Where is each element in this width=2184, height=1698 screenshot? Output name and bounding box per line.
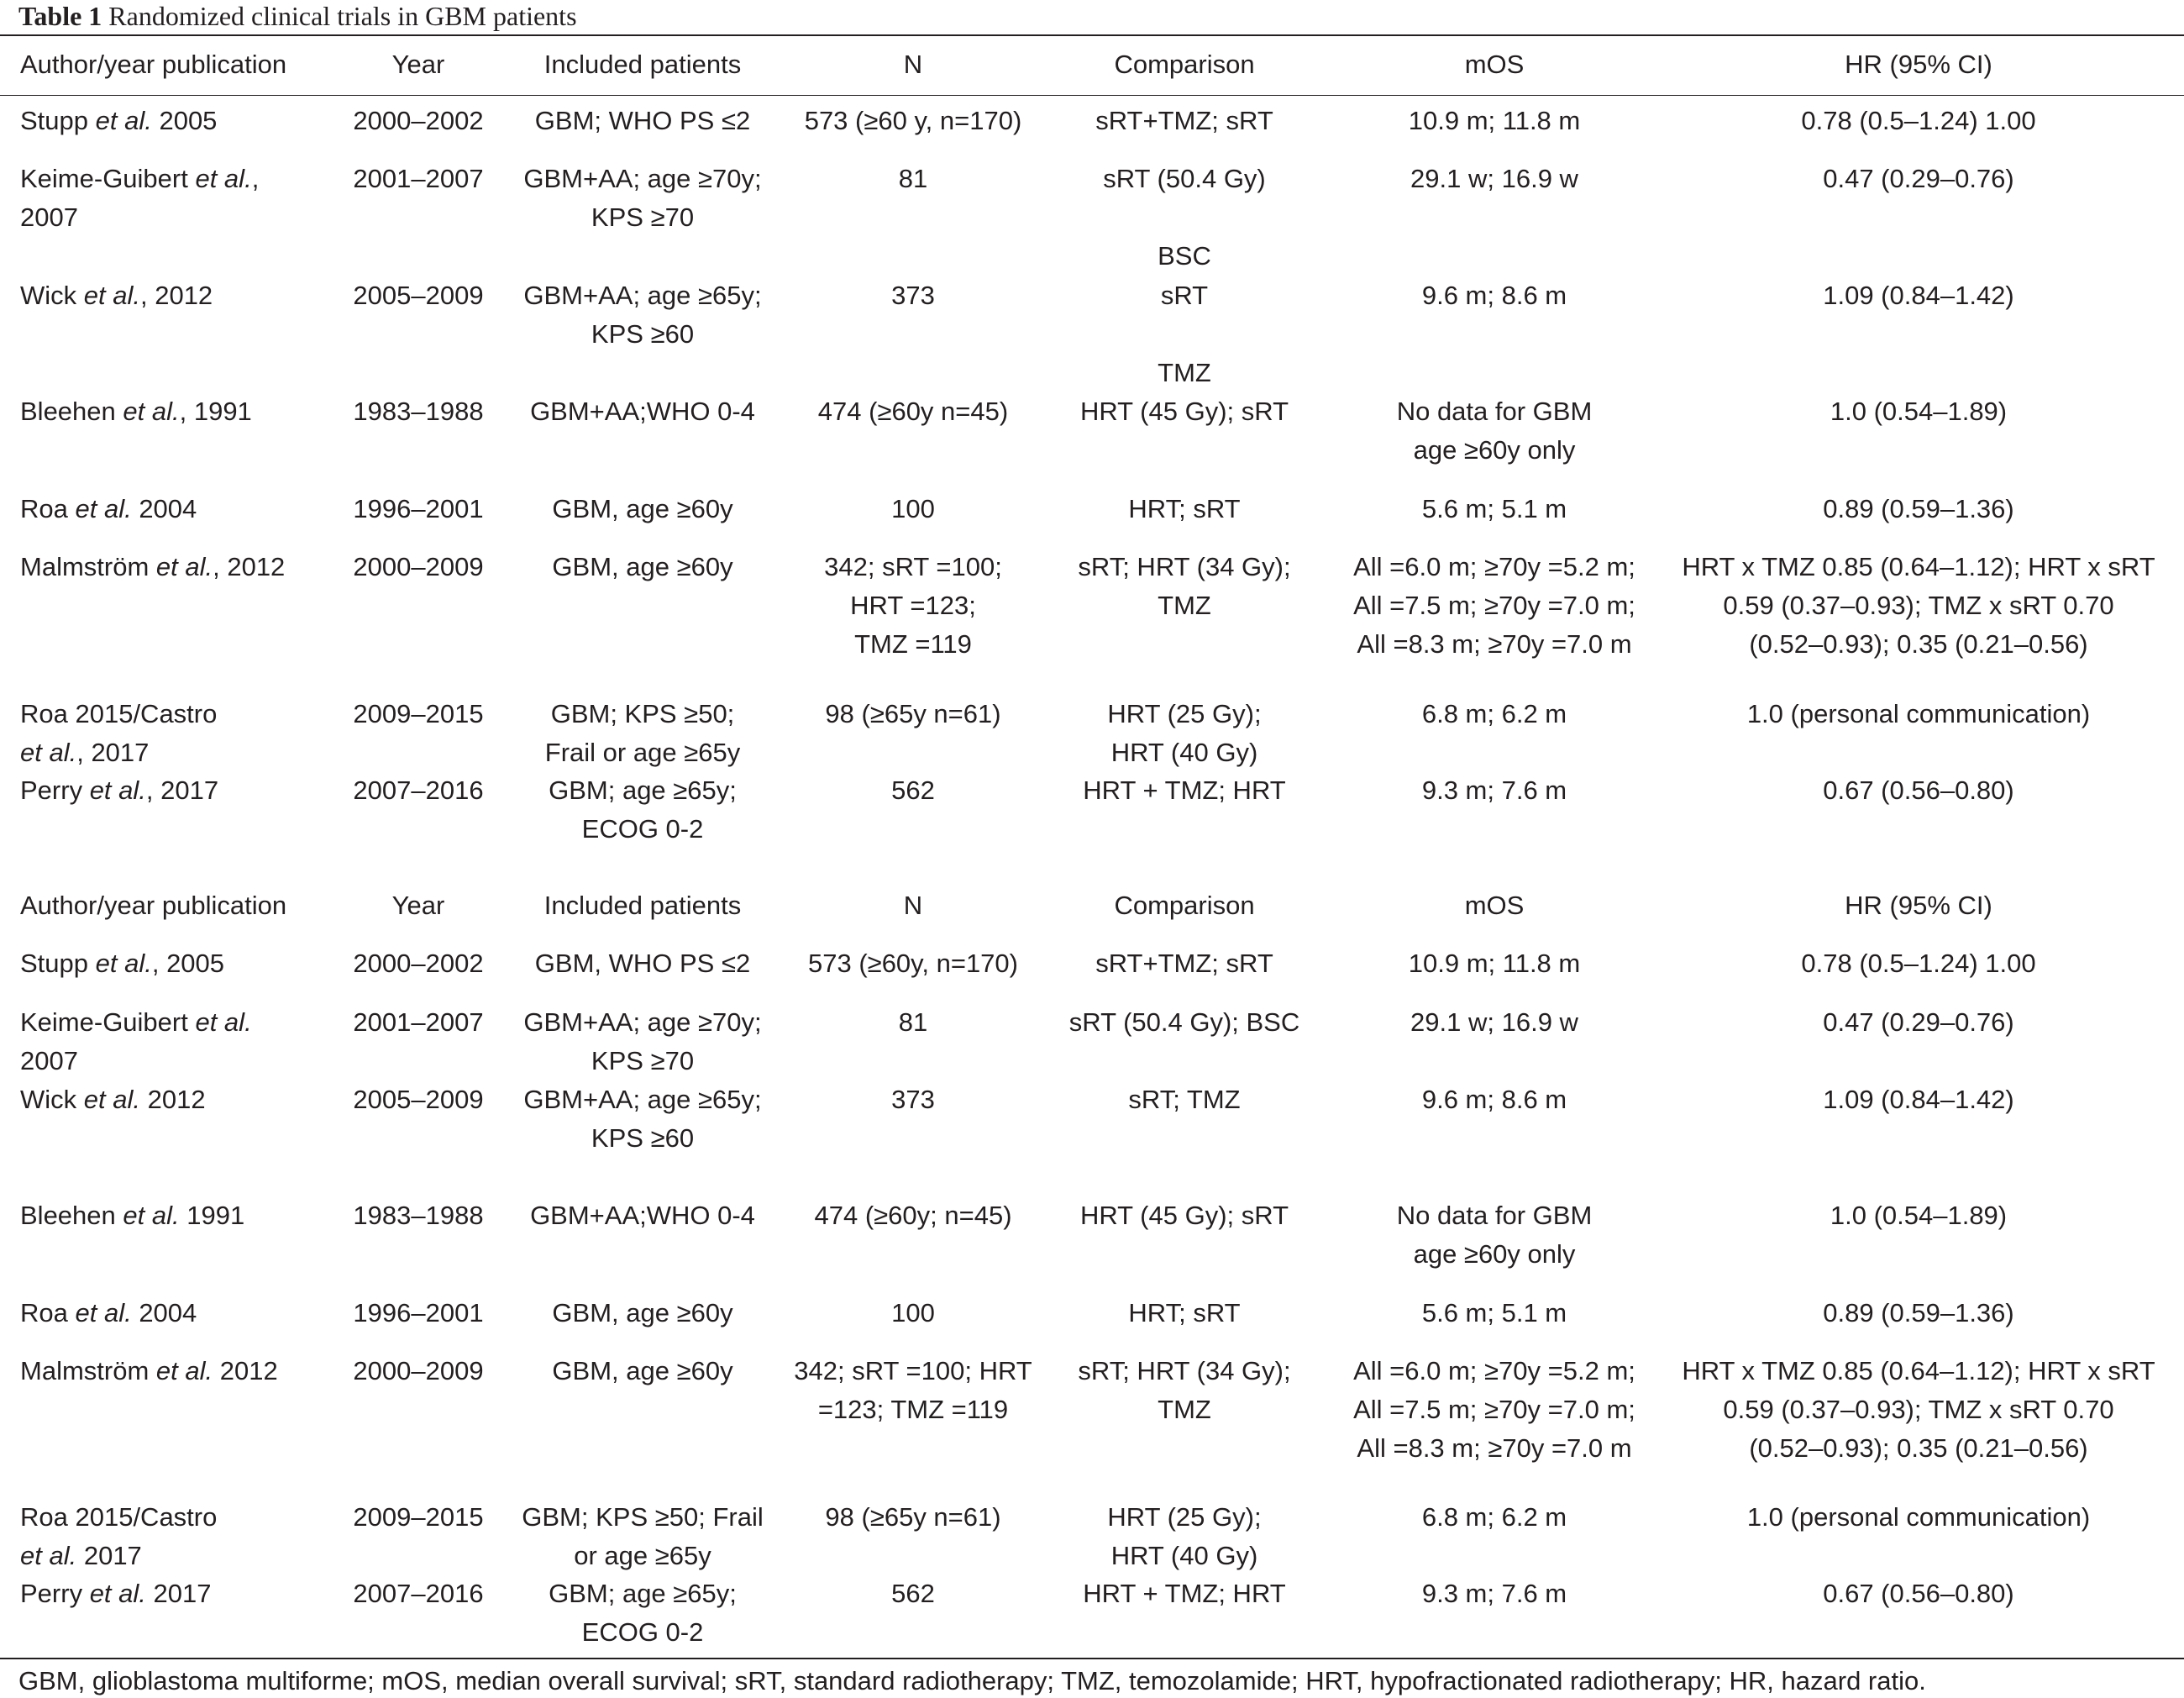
- cell-comparison: sRT+TMZ; sRT: [1095, 949, 1273, 978]
- cell-patients: GBM+AA;WHO 0-4: [530, 1201, 755, 1230]
- author-name: Perry: [20, 775, 90, 805]
- cell-year: 2000–2009: [353, 1356, 484, 1385]
- cell-author: [20, 1352, 348, 1390]
- cell-hr: HRT x TMZ 0.85 (0.64–1.12); HRT x sRT 0.59 (0.37–0.93); TMZ x sRT 0.70 (0.52–0.93); 0.35 (0.21–0.56): [1682, 552, 2155, 659]
- author-name: Roa 2015/Castro: [20, 699, 218, 728]
- author-year: , 2005: [151, 949, 225, 978]
- top-rule: [0, 34, 2184, 36]
- cell-n: 98 (≥65y n=61): [825, 699, 1001, 728]
- author-etal: et al.: [95, 949, 152, 978]
- author-name: Roa: [20, 1298, 76, 1327]
- cell-author: [20, 886, 348, 925]
- cell-mos: All =6.0 m; ≥70y =5.2 m; All =7.5 m; ≥70y =7.0 m; All =8.3 m; ≥70y =7.0 m: [1353, 552, 1635, 659]
- author-name: Author/year publication: [20, 891, 287, 920]
- cell-hr: 0.47 (0.29–0.76): [1823, 1007, 2014, 1037]
- author-year: 2012: [139, 1085, 206, 1114]
- cell-comparison: sRT TMZ: [1158, 281, 1211, 387]
- cell-comparison: HRT (45 Gy); sRT: [1079, 397, 1289, 426]
- cell-year: 2007–2016: [353, 1579, 484, 1608]
- cell-patients: GBM+AA; age ≥70y; KPS ≥70: [523, 1007, 762, 1075]
- author-etal: et al.: [83, 1085, 140, 1114]
- cell-hr: 1.09 (0.84–1.42): [1823, 281, 2014, 310]
- header-n: N: [903, 50, 923, 79]
- cell-patients: GBM, age ≥60y: [552, 552, 733, 581]
- cell-hr: 1.0 (0.54–1.89): [1830, 397, 2008, 426]
- author-etal: et al.: [195, 164, 252, 193]
- cell-comparison: HRT; sRT: [1128, 494, 1241, 523]
- bottom-rule: [0, 1658, 2184, 1659]
- cell-comparison: HRT + TMZ; HRT: [1083, 1579, 1286, 1608]
- author-name: Stupp: [20, 106, 96, 135]
- author-etal: et al.: [20, 1541, 77, 1570]
- author-etal: et al.: [123, 1201, 180, 1230]
- author-name: Malmström: [20, 552, 156, 581]
- header-rule: [0, 95, 2184, 96]
- author-etal: et al.: [95, 106, 152, 135]
- cell-n: 573 (≥60y, n=170): [808, 949, 1018, 978]
- cell-year: 2001–2007: [353, 1007, 484, 1037]
- cell-author: [20, 1574, 348, 1613]
- cell-patients: GBM; KPS ≥50; Frail or age ≥65y: [522, 1502, 764, 1570]
- cell-author: [20, 695, 348, 772]
- cell-n: 373: [891, 1085, 935, 1114]
- cell-comparison: HRT; sRT: [1128, 1298, 1241, 1327]
- header-patients: Included patients: [543, 50, 742, 79]
- author-etal: et al.: [195, 1007, 252, 1037]
- cell-mos: 9.6 m; 8.6 m: [1421, 1085, 1567, 1114]
- author-year: , 2007: [20, 164, 260, 232]
- author-etal: et al.: [155, 552, 213, 581]
- cell-hr: 1.0 (personal communication): [1746, 699, 2091, 728]
- author-name: Wick: [20, 281, 84, 310]
- cell-author: [20, 1498, 348, 1575]
- cell-hr: 0.89 (0.59–1.36): [1823, 1298, 2014, 1327]
- cell-mos: No data for GBM age ≥60y only: [1396, 1201, 1593, 1269]
- cell-mos: No data for GBM age ≥60y only: [1396, 397, 1593, 465]
- cell-mos: 9.6 m; 8.6 m: [1421, 281, 1567, 310]
- cell-hr: 1.0 (personal communication): [1746, 1502, 2091, 1532]
- author-name: Keime-Guibert: [20, 164, 196, 193]
- cell-author: [20, 1294, 348, 1333]
- cell-n: 373: [891, 281, 935, 310]
- cell-hr: HR (95% CI): [1845, 891, 1992, 920]
- author-year: , 2017: [76, 738, 150, 767]
- cell-n: 342; sRT =100; HRT =123; TMZ =119: [824, 552, 1002, 659]
- cell-n: 100: [891, 494, 935, 523]
- author-year: , 1991: [179, 397, 252, 426]
- cell-author: [20, 490, 348, 528]
- cell-hr: 1.09 (0.84–1.42): [1823, 1085, 2014, 1114]
- cell-year: 2005–2009: [353, 281, 484, 310]
- cell-n: 98 (≥65y n=61): [825, 1502, 1001, 1532]
- cell-comparison: HRT (45 Gy); sRT: [1079, 1201, 1289, 1230]
- cell-author: [20, 1080, 348, 1119]
- author-name: Bleehen: [20, 397, 123, 426]
- cell-mos: 5.6 m; 5.1 m: [1421, 1298, 1567, 1327]
- cell-patients: GBM+AA; age ≥65y; KPS ≥60: [523, 1085, 762, 1153]
- cell-year: 2009–2015: [353, 1502, 484, 1532]
- cell-author: [20, 944, 348, 983]
- cell-n: 562: [891, 1579, 935, 1608]
- cell-hr: 0.67 (0.56–0.80): [1823, 775, 2014, 805]
- author-year: 2017: [145, 1579, 212, 1608]
- cell-hr: 0.89 (0.59–1.36): [1823, 494, 2014, 523]
- cell-comparison: sRT (50.4 Gy) BSC: [1103, 164, 1266, 271]
- cell-patients: GBM, age ≥60y: [552, 1356, 733, 1385]
- cell-patients: GBM, age ≥60y: [552, 494, 733, 523]
- author-year: , 2017: [145, 775, 219, 805]
- cell-year: 2005–2009: [353, 1085, 484, 1114]
- cell-year: Year: [391, 891, 445, 920]
- cell-n: 81: [898, 164, 928, 193]
- author-etal: et al.: [75, 494, 132, 523]
- cell-n: 474 (≥60y; n=45): [814, 1201, 1012, 1230]
- author-year: 2004: [131, 494, 197, 523]
- cell-year: 2000–2002: [353, 949, 484, 978]
- cell-author: [20, 548, 348, 586]
- cell-mos: 10.9 m; 11.8 m: [1408, 106, 1581, 135]
- cell-n: 474 (≥60y n=45): [817, 397, 1009, 426]
- cell-year: 2000–2009: [353, 552, 484, 581]
- cell-n: 562: [891, 775, 935, 805]
- header-mos: mOS: [1464, 50, 1525, 79]
- cell-patients: GBM; KPS ≥50; Frail or age ≥65y: [544, 699, 741, 767]
- cell-mos: 5.6 m; 5.1 m: [1421, 494, 1567, 523]
- author-etal: et al.: [123, 397, 180, 426]
- cell-author: [20, 276, 348, 315]
- table-footnote: GBM, glioblastoma multiforme; mOS, median overall survival; sRT, standard radiotherapy; TMZ, temozolamide; HRT, hypofractionated radiotherapy; HR, hazard ratio.: [18, 1666, 1926, 1695]
- author-name: Malmström: [20, 1356, 156, 1385]
- cell-year: 2001–2007: [353, 164, 484, 193]
- author-year: 2004: [131, 1298, 197, 1327]
- cell-hr: 0.47 (0.29–0.76): [1823, 164, 2014, 193]
- cell-mos: 9.3 m; 7.6 m: [1421, 775, 1567, 805]
- cell-n: N: [903, 891, 923, 920]
- cell-mos: 10.9 m; 11.8 m: [1408, 949, 1581, 978]
- author-name: Roa 2015/Castro: [20, 1502, 218, 1532]
- cell-author: [20, 1196, 348, 1235]
- cell-comparison: HRT (25 Gy); HRT (40 Gy): [1107, 1502, 1262, 1570]
- author-name: Roa: [20, 494, 76, 523]
- cell-hr: 0.67 (0.56–0.80): [1823, 1579, 2014, 1608]
- cell-patients: GBM; age ≥65y; ECOG 0-2: [549, 1579, 737, 1647]
- author-year: 2005: [151, 106, 218, 135]
- header-author: Author/year publication: [20, 50, 287, 79]
- author-etal: et al.: [20, 738, 77, 767]
- author-etal: et al.: [89, 1579, 146, 1608]
- header-comparison: Comparison: [1114, 50, 1255, 79]
- author-etal: et al.: [83, 281, 140, 310]
- cell-mos: 29.1 w; 16.9 w: [1410, 164, 1578, 193]
- cell-hr: 0.78 (0.5–1.24) 1.00: [1801, 949, 2036, 978]
- cell-comparison: sRT; TMZ: [1128, 1085, 1241, 1114]
- cell-n: 81: [898, 1007, 928, 1037]
- author-year: 2007: [20, 1046, 78, 1075]
- cell-year: 2000–2002: [353, 106, 484, 135]
- table-caption-title: Randomized clinical trials in GBM patients: [108, 1, 577, 31]
- author-year: , 2012: [139, 281, 213, 310]
- cell-year: 1996–2001: [353, 494, 484, 523]
- cell-comparison: HRT + TMZ; HRT: [1083, 775, 1286, 805]
- author-name: Stupp: [20, 949, 96, 978]
- cell-hr: HRT x TMZ 0.85 (0.64–1.12); HRT x sRT 0.59 (0.37–0.93); TMZ x sRT 0.70 (0.52–0.93); 0.35 (0.21–0.56): [1682, 1356, 2155, 1463]
- cell-author: [20, 1003, 348, 1080]
- cell-mos: 9.3 m; 7.6 m: [1421, 1579, 1567, 1608]
- cell-comparison: sRT; HRT (34 Gy); TMZ: [1078, 552, 1291, 620]
- cell-author: [20, 102, 348, 140]
- cell-comparison: sRT+TMZ; sRT: [1095, 106, 1273, 135]
- author-year: , 2012: [213, 552, 286, 581]
- table-caption: [18, 0, 577, 32]
- cell-author: [20, 771, 348, 810]
- cell-patients: GBM+AA; age ≥70y; KPS ≥70: [523, 164, 762, 232]
- author-name: Perry: [20, 1579, 90, 1608]
- author-year: 2012: [213, 1356, 278, 1385]
- author-year: 1991: [179, 1201, 245, 1230]
- cell-mos: 29.1 w; 16.9 w: [1410, 1007, 1578, 1037]
- author-year: 2017: [76, 1541, 142, 1570]
- cell-patients: GBM; WHO PS ≤2: [534, 106, 751, 135]
- cell-n: 100: [891, 1298, 935, 1327]
- cell-author: [20, 160, 348, 237]
- author-name: Bleehen: [20, 1201, 123, 1230]
- cell-patients: Included patients: [543, 891, 742, 920]
- cell-n: 573 (≥60 y, n=170): [804, 106, 1022, 135]
- author-etal: et al.: [89, 775, 146, 805]
- cell-comparison: sRT (50.4 Gy); BSC: [1068, 1007, 1300, 1037]
- cell-mos: 6.8 m; 6.2 m: [1421, 1502, 1567, 1532]
- header-hr: HR (95% CI): [1845, 50, 1992, 79]
- cell-author: [20, 392, 348, 431]
- cell-year: 1996–2001: [353, 1298, 484, 1327]
- cell-n: 342; sRT =100; HRT =123; TMZ =119: [794, 1356, 1032, 1424]
- cell-patients: GBM, age ≥60y: [552, 1298, 733, 1327]
- author-name: Wick: [20, 1085, 84, 1114]
- cell-hr: 1.0 (0.54–1.89): [1830, 1201, 2008, 1230]
- author-etal: et al.: [75, 1298, 132, 1327]
- cell-mos: mOS: [1464, 891, 1525, 920]
- cell-year: 2007–2016: [353, 775, 484, 805]
- cell-patients: GBM, WHO PS ≤2: [534, 949, 751, 978]
- cell-comparison: sRT; HRT (34 Gy); TMZ: [1078, 1356, 1291, 1424]
- cell-year: 1983–1988: [353, 397, 484, 426]
- cell-year: 1983–1988: [353, 1201, 484, 1230]
- header-year: Year: [391, 50, 445, 79]
- cell-mos: 6.8 m; 6.2 m: [1421, 699, 1567, 728]
- cell-patients: GBM+AA;WHO 0-4: [530, 397, 755, 426]
- cell-patients: GBM+AA; age ≥65y; KPS ≥60: [523, 281, 762, 349]
- cell-comparison: Comparison: [1114, 891, 1255, 920]
- author-name: Keime-Guibert: [20, 1007, 196, 1037]
- table-caption-label: Table 1: [18, 1, 102, 31]
- cell-year: 2009–2015: [353, 699, 484, 728]
- cell-patients: GBM; age ≥65y; ECOG 0-2: [549, 775, 737, 844]
- cell-hr: 0.78 (0.5–1.24) 1.00: [1801, 106, 2036, 135]
- author-etal: et al.: [155, 1356, 213, 1385]
- cell-mos: All =6.0 m; ≥70y =5.2 m; All =7.5 m; ≥70y =7.0 m; All =8.3 m; ≥70y =7.0 m: [1353, 1356, 1635, 1463]
- cell-comparison: HRT (25 Gy); HRT (40 Gy): [1107, 699, 1262, 767]
